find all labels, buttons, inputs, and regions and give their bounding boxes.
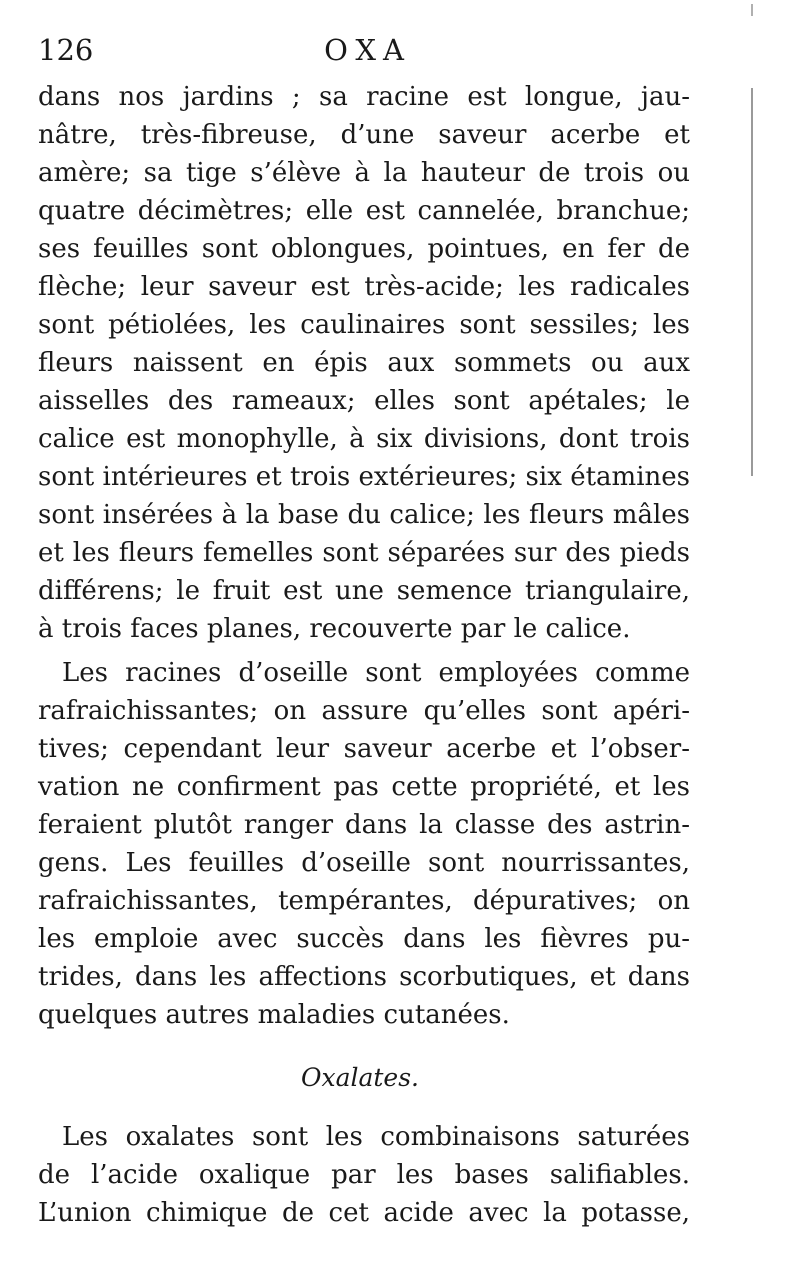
text-line: différens; le fruit est une semence triangulaire,: [38, 576, 690, 606]
text-line: Les racines d’oseille sont employées comme: [62, 658, 690, 688]
text-line: calice est monophylle, à six divisions, dont trois: [38, 424, 690, 454]
page-number: 126: [38, 33, 94, 67]
text-line: gens. Les feuilles d’oseille sont nourrissantes,: [38, 848, 690, 878]
text-line: sont pétiolées, les caulinaires sont sessiles; les: [38, 310, 690, 340]
text-line: quatre décimètres; elle est cannelée, branchue;: [38, 196, 690, 226]
text-line: flèche; leur saveur est très-acide; les radicales: [38, 272, 690, 302]
text-line: sont insérées à la base du calice; les fleurs mâles: [38, 500, 690, 530]
text-line: rafraichissantes, tempérantes, dépuratives; on: [38, 886, 690, 916]
text-line: à trois faces planes, recouverte par le calice.: [38, 614, 631, 644]
text-line: rafraichissantes; on assure qu’elles sont apéri-: [38, 696, 690, 726]
text-line: sont intérieures et trois extérieures; six étamines: [38, 462, 690, 492]
text-line: amère; sa tige s’élève à la hauteur de trois ou: [38, 158, 690, 188]
text-line: nâtre, très-fibreuse, d’une saveur acerbe et: [38, 120, 690, 150]
margin-mark: [751, 4, 753, 16]
text-line: vation ne confirment pas cette propriété, et les: [38, 772, 690, 802]
running-title: OXA: [324, 33, 412, 67]
text-line: dans nos jardins ; sa racine est longue, jau-: [38, 82, 690, 112]
text-line: de l’acide oxalique par les bases salifiables.: [38, 1160, 690, 1190]
text-line: et les fleurs femelles sont séparées sur des pieds: [38, 538, 690, 568]
margin-rule: [751, 88, 753, 476]
text-line: trides, dans les affections scorbutiques, et dans: [38, 962, 690, 992]
text-line: feraient plutôt ranger dans la classe des astrin-: [38, 810, 690, 840]
text-line: ses feuilles sont oblongues, pointues, en fer de: [38, 234, 690, 264]
text-line: aisselles des rameaux; elles sont apétales; le: [38, 386, 690, 416]
section-heading: Oxalates.: [300, 1063, 420, 1092]
text-line: tives; cependant leur saveur acerbe et l’obser-: [38, 734, 690, 764]
text-line: fleurs naissent en épis aux sommets ou aux: [38, 348, 690, 378]
text-line: L’union chimique de cet acide avec la potasse,: [38, 1198, 690, 1228]
text-line: les emploie avec succès dans les fièvres pu-: [38, 924, 690, 954]
text-line: quelques autres maladies cutanées.: [38, 1000, 510, 1030]
text-line: Les oxalates sont les combinaisons saturées: [62, 1122, 690, 1152]
running-head: [38, 30, 698, 70]
